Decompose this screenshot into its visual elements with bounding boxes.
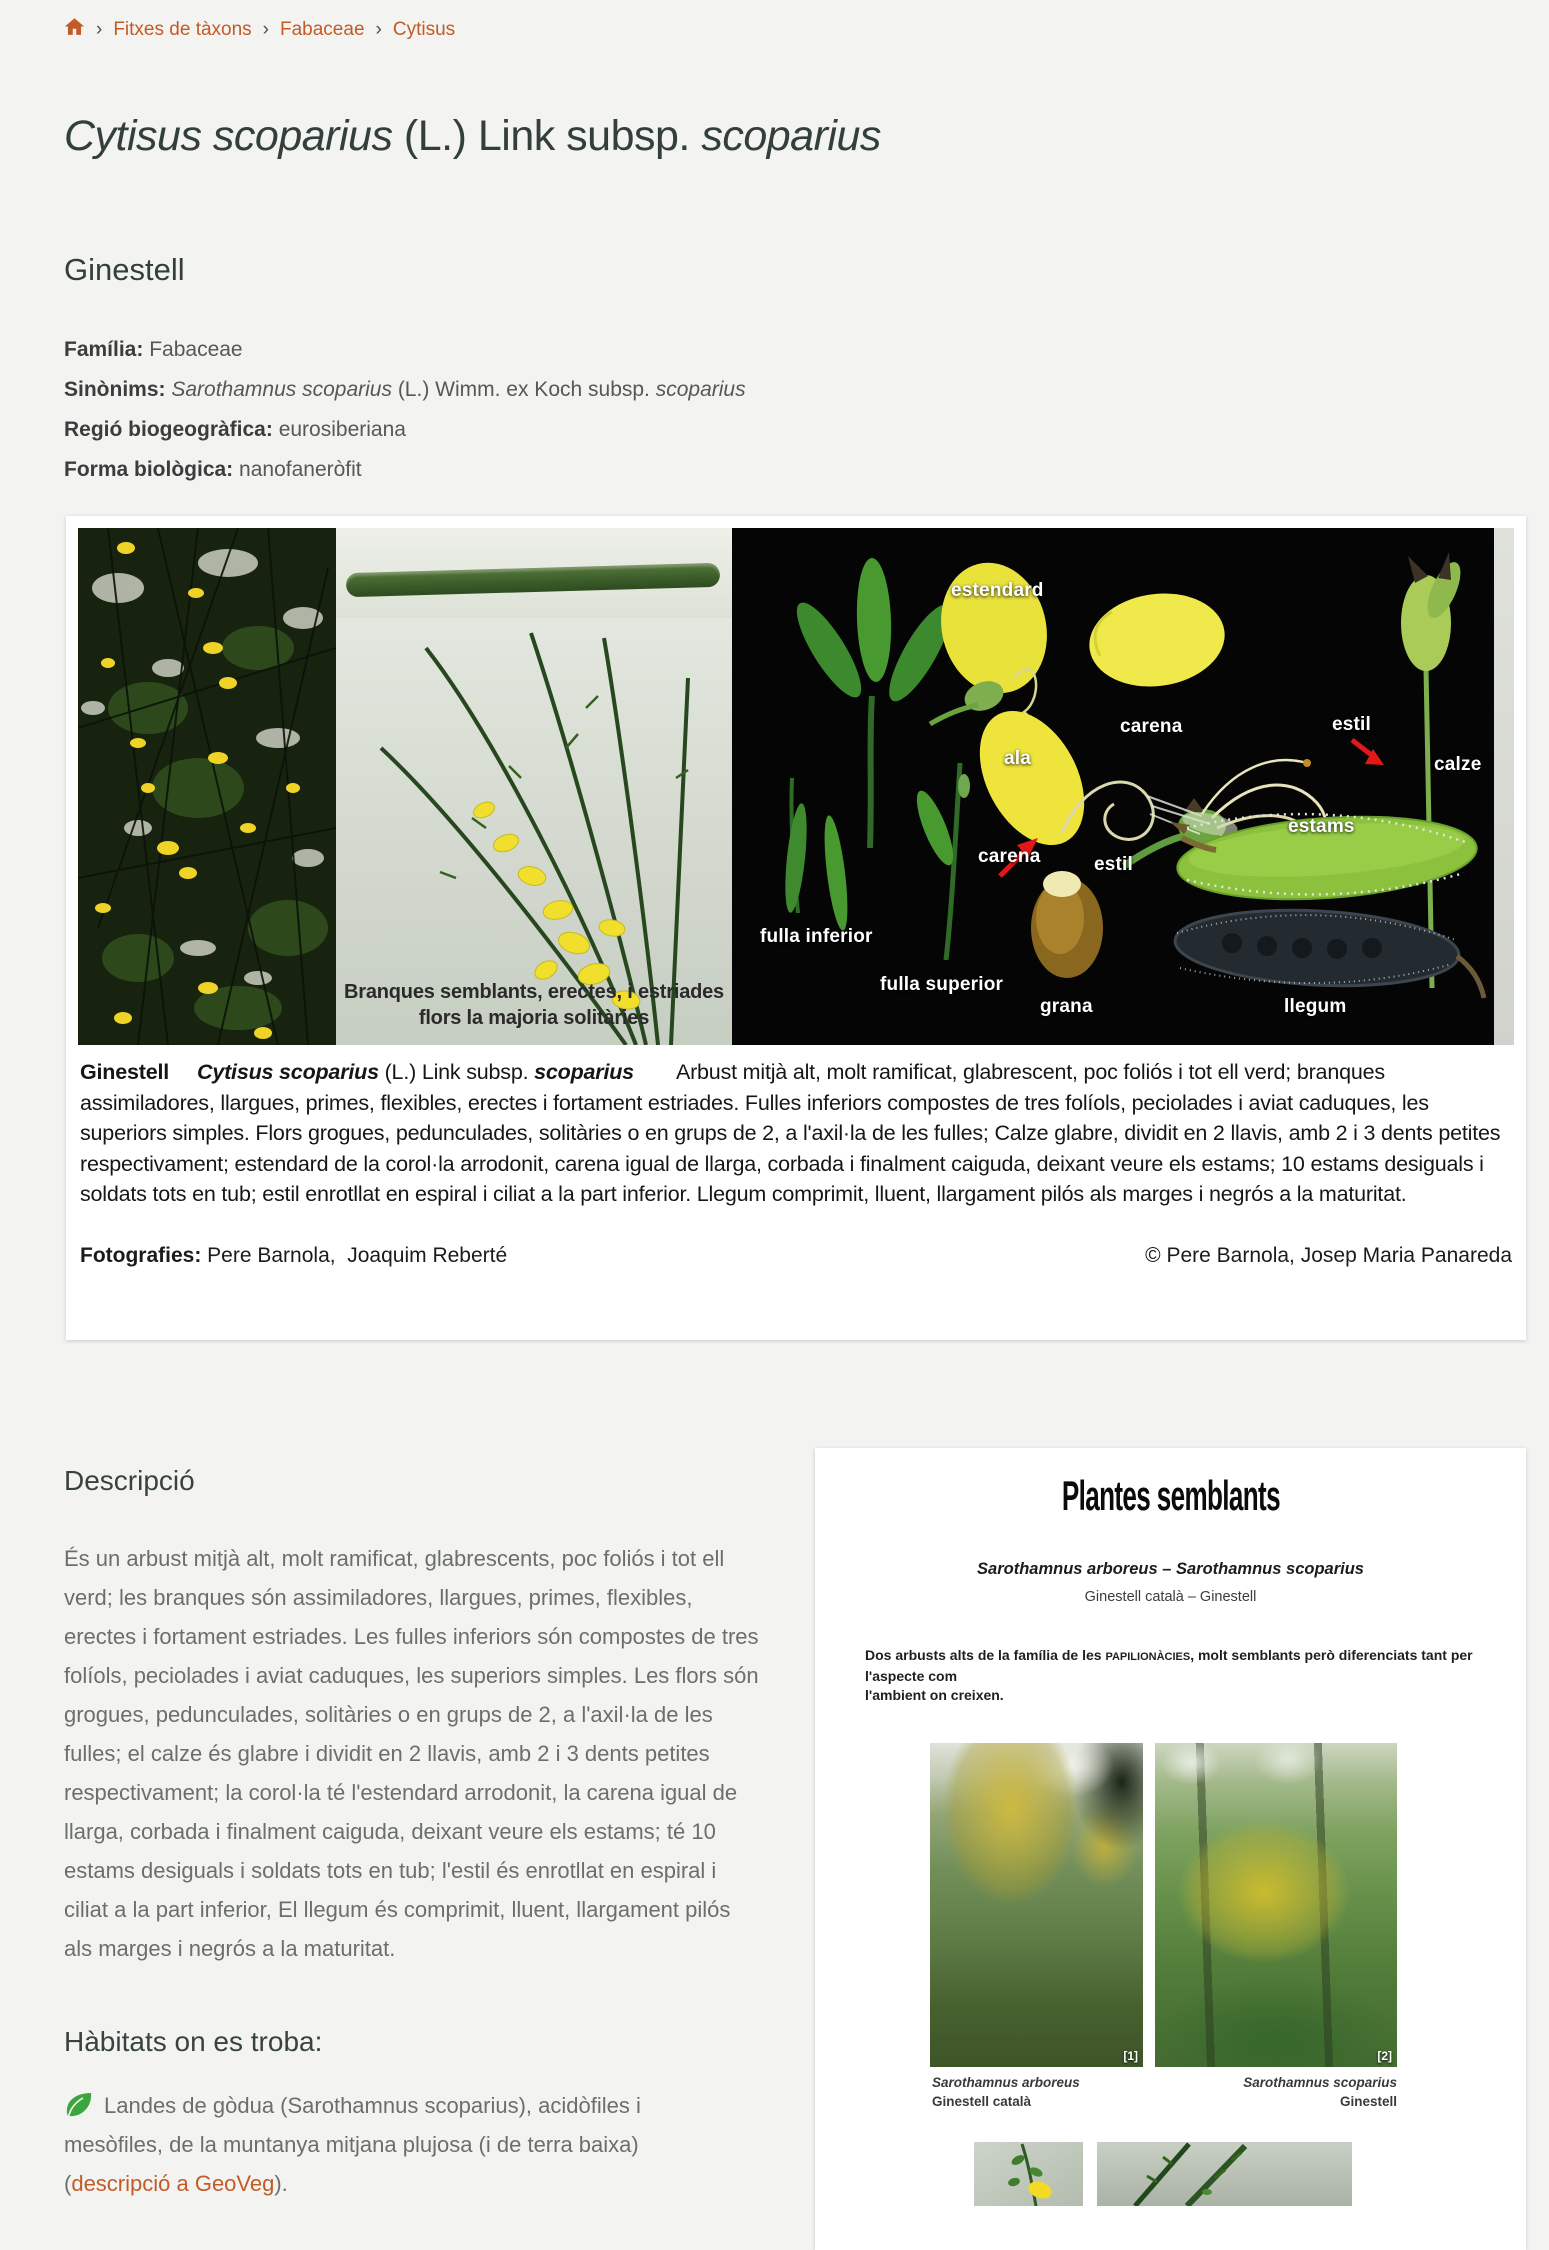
meta-synonyms-subspecies: scoparius bbox=[655, 378, 746, 401]
meta-family-label: Família: bbox=[64, 338, 144, 361]
arboreus-common: Ginestell català bbox=[932, 2094, 1032, 2109]
title-species: Cytisus scoparius bbox=[64, 112, 393, 160]
leaf-icon bbox=[64, 2091, 94, 2117]
similar-plants-subtitle: Sarothamnus arboreus – Sarothamnus scoparius bbox=[977, 1560, 1364, 1578]
part-label-llegum: llegum bbox=[1284, 996, 1347, 1017]
composite-figure bbox=[78, 528, 1514, 1045]
bush-photo bbox=[78, 528, 336, 1045]
description-text: És un arbust mitjà alt, molt ramificat, glabrescents, poc foliós i tot ell verd; les branques són assimiladores, llargues, primes, flexibles, erectes i fortament estriades. Les fulles inferiors són compostes de tres folíols, peciolades i aviat caduques, les superiors simples. Les flors són grogues, pedunculades, solitàries o en grups de 2, a l'axil·la de les fulles; el calze és glabre i dividit en 2 llavis, amb 2 i 3 dents petites respectivament; la corol·la té l'estendard arrodonit, la carena igual de llarga, corbada i finalment caiguda, deixant veure els estams; té 10 estams desiguals i soldats tots en tub; l'estil és enrotllat en espiral i ciliat a la part inferior, El llegum és comprimit, lluent, llargament pilós als marges i negrós a la maturitat. bbox=[64, 1546, 759, 1961]
part-label-estil-top: estil bbox=[1332, 714, 1372, 735]
caption-species: Cytisus scoparius bbox=[197, 1060, 379, 1084]
description-heading: Descripció bbox=[64, 1465, 195, 1496]
credits-names: Pere Barnola, Joaquim Reberté bbox=[201, 1243, 508, 1267]
branch-caption-line2: flors la majoria solitàries bbox=[418, 1007, 650, 1029]
arboreus-caption bbox=[932, 2073, 1145, 2111]
meta-family-value: Fabaceae bbox=[149, 338, 243, 361]
breadcrumb-separator: › bbox=[262, 18, 269, 40]
photo-credits bbox=[80, 1244, 1512, 1268]
habitat-paren-close: ). bbox=[274, 2171, 288, 2196]
meta-bioform-value: nanofaneròfit bbox=[239, 458, 362, 481]
geoveg-link[interactable]: descripció a GeoVeg bbox=[71, 2171, 275, 2196]
home-icon bbox=[64, 16, 85, 37]
flower-parts-art bbox=[732, 528, 1494, 1045]
meta-synonyms-authority: (L.) Wimm. ex Koch subsp. bbox=[391, 378, 656, 401]
credits-label: Fotografies: bbox=[80, 1243, 202, 1267]
part-label-grana: grana bbox=[1040, 996, 1093, 1017]
habitat-entry bbox=[64, 2086, 764, 2203]
plate-edge-strip bbox=[1494, 528, 1514, 1045]
breadcrumb-separator: › bbox=[96, 18, 103, 40]
part-label-carena-bottom: carena bbox=[978, 846, 1041, 867]
caption-subspecies: scoparius bbox=[534, 1060, 634, 1084]
similar-plants-card bbox=[815, 1448, 1526, 2250]
arboreus-photo bbox=[930, 1743, 1143, 2067]
scoparius-caption bbox=[1155, 2073, 1397, 2111]
caption-common-name: Ginestell bbox=[80, 1060, 170, 1084]
photo-badge-2: [2] bbox=[1377, 2049, 1392, 2063]
meta-family bbox=[64, 330, 746, 370]
credits-copyright: © Pere Barnola, Josep Maria Panareda bbox=[1145, 1243, 1512, 1267]
meta-bioform-label: Forma biològica: bbox=[64, 458, 234, 481]
meta-synonyms-label: Sinònims: bbox=[64, 378, 166, 401]
caption-body: Arbust mitjà alt, molt ramificat, glabrescent, poc foliós i tot ell verd; branques assimiladores, llargues, primes, flexibles, erectes i fortament estriades. Fulles inferiors compostes de tres folíols, peciolades i aviat caduques, les superiors simples. Flors grogues, pedunculades, solitàries o en grups de 2, a l'axil·la de les fulles; Calze glabre, dividit en 2 llavis, amb 2 i 3 dents petites respectivament; estendard de la corol·la arrodonit, carena igual de llarga, corbada i finalment caiguda, deixant veure els estams; 10 estams desiguals i soldats tots en tub; estil enrotllat en espiral i ciliat a la part inferior. Llegum comprimit, lluent, llargament pilós als marges i negrós a la maturitat. bbox=[80, 1060, 1501, 1206]
habitat-line1: Landes de gòdua (Sarothamnus scoparius), acidòfiles i bbox=[104, 2093, 641, 2118]
breadcrumb-link-fitxes[interactable]: Fitxes de tàxons bbox=[113, 18, 252, 40]
intro-post2: l'ambient on creixen. bbox=[865, 1687, 1004, 1703]
breadcrumb-separator: › bbox=[375, 18, 382, 40]
caption-authority: (L.) Link subsp. bbox=[378, 1060, 535, 1084]
meta-region bbox=[64, 410, 746, 450]
arboreus-species: Sarothamnus arboreus bbox=[932, 2075, 1080, 2090]
scoparius-common: Ginestell bbox=[1339, 2094, 1397, 2109]
intro-family-caps: PAPILIONÀCIES bbox=[1105, 1651, 1191, 1663]
common-name: Ginestell bbox=[64, 252, 185, 287]
taxon-metadata bbox=[64, 330, 746, 490]
part-label-carena-top: carena bbox=[1120, 716, 1183, 737]
flowering-branches-photo bbox=[336, 618, 732, 1045]
intro-post1: , molt semblants però diferenciats tant per l'aspecte com bbox=[865, 1647, 1473, 1684]
taxon-figure-card bbox=[66, 516, 1526, 1340]
title-subspecies: scoparius bbox=[701, 112, 881, 160]
habitat-paren-open: ( bbox=[64, 2171, 72, 2196]
part-label-calze: calze bbox=[1434, 754, 1482, 775]
branch-caption-line1: Branques semblants, erectes, i estriades bbox=[344, 981, 724, 1003]
habitats-heading: Hàbitats on es troba: bbox=[64, 2026, 323, 2057]
part-label-fulla-inferior: fulla inferior bbox=[760, 926, 873, 947]
photo-badge-1: [1] bbox=[1123, 2049, 1138, 2063]
similar-plants-intro bbox=[865, 1646, 1473, 1705]
branch-shape bbox=[346, 563, 721, 597]
meta-bioform bbox=[64, 450, 746, 490]
breadcrumb bbox=[64, 16, 455, 43]
flower-parts-photo bbox=[732, 528, 1494, 1045]
scoparius-species: Sarothamnus scoparius bbox=[1243, 2075, 1397, 2090]
home-link[interactable] bbox=[64, 16, 85, 43]
part-label-fulla-superior: fulla superior bbox=[880, 974, 1004, 995]
intro-pre: Dos arbusts alts de la família de les bbox=[865, 1647, 1106, 1663]
part-label-estams: estams bbox=[1288, 816, 1355, 837]
branch-detail-photo-wide bbox=[1097, 2142, 1352, 2206]
description-column bbox=[64, 1455, 774, 2203]
similar-plants-title bbox=[815, 1472, 1526, 1520]
page-title bbox=[64, 112, 881, 161]
meta-region-label: Regió biogeogràfica: bbox=[64, 418, 273, 441]
habitat-line2: mesòfiles, de la muntanya mitjana plujosa (i de terra baixa) bbox=[64, 2132, 639, 2157]
meta-synonyms bbox=[64, 370, 746, 410]
branch-detail-photo-small bbox=[974, 2142, 1083, 2206]
breadcrumb-link-fabaceae[interactable]: Fabaceae bbox=[280, 18, 365, 40]
credits-left bbox=[80, 1244, 507, 1268]
scoparius-photo bbox=[1155, 1743, 1397, 2067]
part-label-estendard: estendard bbox=[951, 580, 1044, 601]
meta-region-value: eurosiberiana bbox=[278, 418, 406, 441]
meta-synonyms-species: Sarothamnus scoparius bbox=[171, 378, 392, 401]
title-authority: (L.) Link subsp. bbox=[392, 112, 702, 160]
branch-photos bbox=[336, 528, 732, 1045]
branch-photo-caption bbox=[336, 979, 732, 1031]
branch-closeup-photo bbox=[336, 528, 732, 618]
bush-photo-art bbox=[78, 528, 336, 1045]
figure-caption bbox=[80, 1057, 1512, 1210]
part-label-estil-bottom: estil bbox=[1094, 854, 1134, 875]
part-label-ala: ala bbox=[1004, 748, 1032, 769]
breadcrumb-link-cytisus[interactable]: Cytisus bbox=[392, 18, 456, 40]
similar-plants-subtitle2: Ginestell català – Ginestell bbox=[1084, 1589, 1257, 1605]
flower-parts-plate bbox=[732, 528, 1514, 1045]
similar-plants-title-text: Plantes semblants bbox=[1061, 1472, 1280, 1519]
